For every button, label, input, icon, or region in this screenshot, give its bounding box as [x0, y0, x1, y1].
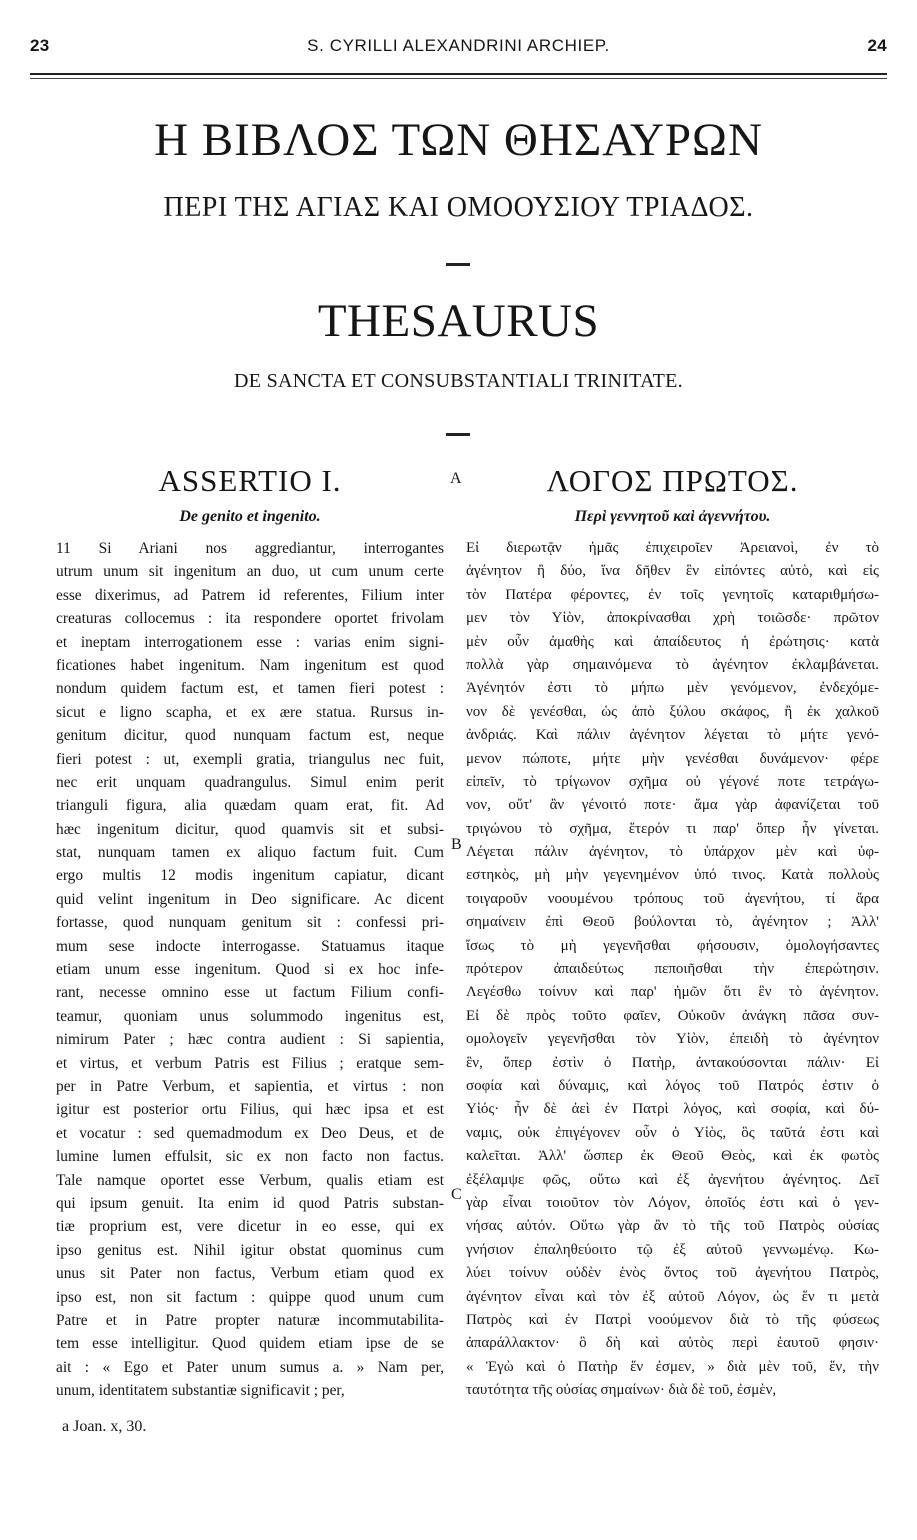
text-line: 11 Si Ariani nos aggrediantur, interrogantes	[56, 540, 444, 557]
text-line: ἓν, ὅπερ ἐστὶν ὁ Πατὴρ, ἀντακούσονται πάλιν· Εἰ	[466, 1054, 879, 1071]
text-line: mum sese indocte interrogasse. Statuamus itaque	[56, 937, 444, 955]
text-line: genitum dicitur, quod nunquam factum est, neque	[56, 727, 444, 745]
text-line: quid velint ingenitum in Deo significare. Ac dicent	[56, 890, 444, 908]
text-line: γὰρ εἶναι τοιοῦτον τὸν Λόγον, ὁποῖός ἐστι καὶ ὁ γεν-	[466, 1194, 879, 1211]
text-line: λύει τοίνυν οὐδὲν ἑνὸς ὄντος τοῦ ἀγενήτου Πατρὸς,	[466, 1265, 879, 1282]
latin-subtitle: DE SANCTA ET CONSUBSTANTIALI TRINITATE.	[234, 370, 683, 392]
greek-section-heading: ΛΟΓΟΣ ΠΡΩΤΟΣ.	[546, 463, 799, 498]
text-line: πολλὰ γὰρ σημαινόμενα τὸ ἀγένητον ἐκλαμβάνεται.	[466, 656, 879, 673]
text-line: et vocatur : sed quemadmodum ex Deo Deus, et de	[56, 1124, 444, 1142]
greek-text-column	[466, 537, 879, 1402]
text-line: ομολογεῖν γεγενῆσθαι τὸν Υἱὸν, ἐπειδὴ τὸ ἀγένητον	[466, 1031, 879, 1048]
text-line: ἐξέλαμψε φῶς, οὕτω καὶ ἐξ ἀγενήτου ἀγένητος. Δεῖ	[466, 1171, 879, 1188]
text-line: ἀπαράλλακτον· ὃ δὴ καὶ αὐτὸς περὶ ἑαυτοῦ φησιν·	[466, 1335, 879, 1352]
text-line: tiæ proprium est, vere dicetur in eo esse, qui ex	[56, 1218, 444, 1236]
text-line: πρότερον ἀπαιδεύτως πεποιῆσθαι τὴν ἐπερώτησιν.	[466, 961, 879, 978]
section-divider	[446, 433, 470, 436]
text-line: νον δὲ γενέσθαι, ὡς ἀπὸ ξύλου σκάφος, ἢ ἐκ χαλκοῦ	[466, 703, 879, 720]
text-line: esse dixerimus, ad Patrem id referentes, Filium inter	[56, 586, 444, 604]
text-line: teamur, quoniam unus solummodo ingenitus est,	[56, 1007, 444, 1025]
text-line: εστηκὸς, μὴ μὴν γεγενημένον ὑπό τινος. Κατὰ πολλοὺς	[466, 867, 879, 884]
right-page-number: 24	[867, 36, 887, 55]
text-line: nimirum Pater ; hæc contra audient : Si sapientia,	[56, 1031, 444, 1049]
text-line: σημαίνειν ἐπὶ Θεοῦ βούλονται τὸ, ἀγένητον ; Ἀλλ'	[466, 914, 879, 931]
text-line: nec erit unquam quadrangulus. Simul enim perit	[56, 773, 444, 791]
text-line: τοιγαροῦν νοουμένου τρόπους τοῦ ἀγενήτου, τί ἄρα	[466, 890, 879, 907]
text-line: ἀγένητον ἢ δύο, ἵνα δῆθεν ἓν εἰπόντες αὐτὸ, καὶ εἰς	[466, 563, 879, 580]
text-line: μὲν οὖν ἀμαθὴς καὶ ἀπαίδευτος ἡ ἐρώτησις· κατὰ	[466, 633, 879, 650]
text-line: μενον πώποτε, μήτε μὴν γενέσθαι δυνάμενον· φέρε	[466, 750, 879, 767]
greek-section-subheading: Περὶ γεννητοῦ καὶ ἀγεννήτου.	[574, 508, 771, 525]
left-page-number: 23	[30, 36, 50, 55]
text-line: hæc ingenitum dicitur, quod quamvis sit et subsi-	[56, 820, 444, 838]
margin-letter-a: A	[450, 470, 462, 487]
text-line: καλεῖται. Ἀλλ' ὥσπερ ἐκ Θεοῦ Θεὸς, καὶ ἐκ φωτὸς	[466, 1148, 879, 1165]
text-line: lumine lumen effulsit, sic ex non facto non factus.	[56, 1148, 444, 1166]
text-line: unum, identitatem substantiæ significavit ; per,	[56, 1382, 345, 1400]
header-rule	[30, 73, 887, 75]
text-line: sicut e ligno scapha, et ex ære statua. Rursus in-	[56, 703, 444, 721]
text-line: ναμις, οὐκ ἐπιγέγονεν οὖν ὁ Υἱὸς, ὃς ταῦτά ἐστι καὶ	[466, 1124, 879, 1141]
text-line: σοφία καὶ δύναμις, καὶ λόγος τοῦ Πατρός ἐστιν ὁ	[466, 1077, 879, 1094]
text-line: rant, necesse omnino esse ut factum Filium confi-	[56, 984, 444, 1002]
text-line: Πατρὸς καὶ ἐν Πατρὶ νοούμενον διὰ τὸ τῆς φύσεως	[466, 1311, 879, 1328]
text-line: νήσας αὐτόν. Οὕτω γὰρ ἂν τὸ τῆς τοῦ Πατρὸς οὐσίας	[466, 1218, 879, 1235]
greek-title: Η ΒΙΒΛΟΣ ΤΩΝ ΘΗΣΑΥΡΩΝ	[154, 114, 763, 166]
text-line: Λεγέσθω τοίνυν καὶ παρ' ἡμῶν ὅτι ἓν τὸ ἀγένητον.	[466, 984, 879, 1001]
text-line: Λέγεται πάλιν ἀγένητον, τὸ ὑπάρχον μὲν καὶ ὑφ-	[466, 844, 879, 861]
text-line: trianguli figura, alia quædam quam erat, fit. Ad	[56, 797, 444, 815]
running-head	[30, 36, 887, 56]
running-title: S. CYRILLI ALEXANDRINI ARCHIEP.	[307, 36, 610, 55]
latin-section-heading: ASSERTIO I.	[158, 463, 342, 498]
text-line: nondum quidem factum est, et tamen fieri potest :	[56, 680, 444, 698]
text-line: ficationes habet ingenitum. Nam ingenitum est quod	[56, 656, 444, 674]
text-line: fieri potest : ut, exempli gratia, triangulus nec fuit,	[56, 750, 444, 768]
text-line: creaturas collocemus : ita respondere oportet frivolam	[56, 610, 444, 628]
text-line: stat, nunquam tamen ex aliquo factum fuit. Cum	[56, 844, 444, 862]
text-line: ipso genitus est. Nihil igitur obstat quominus cum	[56, 1241, 444, 1259]
title-divider	[446, 263, 470, 266]
text-line: Εἰ διερωτᾷν ἡμᾶς ἐπιχειροῖεν Ἀρειανοὶ, ἐν τὸ	[466, 540, 879, 556]
text-line: Tale namque oportet esse Verbum, qualis etiam est	[56, 1171, 444, 1189]
text-line: Ἀγένητόν ἐστι τὸ μήπω μὲν γενόμενον, ἐνδεχόμε-	[466, 680, 879, 697]
text-line: igitur est posterior ortu Filius, qui hæc ipsa et est	[56, 1101, 444, 1119]
latin-text-column	[56, 537, 444, 1402]
text-line: νον, οὔτ' ἂν γένοιτό ποτε· ἅμα γὰρ ἀφανίζεται τοῦ	[466, 797, 879, 814]
text-line: μεν τὸν Υἱὸν, ἀποκρίνασθαι χρὴ τοιῶσδε· πρῶτον	[466, 610, 879, 627]
text-line: ergo multis 12 modis ingenitum capiatur, dicant	[56, 867, 444, 885]
text-line: ἀγένητον εἶναι καὶ τὸν ἐξ αὐτοῦ Λόγον, ὡς ἕν τι μετὰ	[466, 1288, 879, 1305]
latin-title: THESAURUS	[317, 295, 600, 347]
text-line: γνήσιον ἐπαληθεύοιτο τῷ ἐξ αὐτοῦ γεννωμένῳ. Κω-	[466, 1241, 879, 1258]
text-line: qui ipsum genuit. Ita enim id quod Patris substan-	[56, 1194, 444, 1212]
text-line: Υἱός· ἦν δὲ ἀεὶ ἐν Πατρὶ λόγος, καὶ σοφία, καὶ δύ-	[466, 1101, 879, 1118]
text-line: « Ἐγὼ καὶ ὁ Πατὴρ ἕν ἐσμεν, » διὰ μὲν τοῦ, ἕν, τὴν	[466, 1358, 879, 1375]
header-rule-thin	[30, 78, 887, 79]
greek-subtitle: ΠΕΡΙ ΤΗΣ ΑΓΙΑΣ ΚΑΙ ΟΜΟΟΥΣΙΟΥ ΤΡΙΑΔΟΣ.	[163, 192, 754, 223]
text-line: per in Patre Verbum, et sapientia, et virtus : non	[56, 1077, 444, 1095]
margin-letter-b: B	[451, 836, 462, 853]
latin-section-subheading: De genito et ingenito.	[179, 508, 321, 525]
text-line: Patre et in Patre propter naturæ incommutabilita-	[56, 1311, 444, 1329]
text-line: ταυτότητα τῆς οὐσίας σημαίνων· διὰ δὲ τοῦ, ἐσμὲν,	[466, 1382, 777, 1399]
text-line: Εἰ δὲ πρὸς τοῦτο φαῖεν, Οὐκοῦν ἀνάγκη πᾶσα συν-	[466, 1007, 879, 1024]
text-line: fortasse, quod nunquam genitum sit : confessi pri-	[56, 914, 444, 932]
text-line: ipso est, non sit factum : quippe quod unum cum	[56, 1288, 444, 1306]
text-line: utrum unum sit ingenitum an duo, ut cum unum certe	[56, 563, 444, 581]
footnote: a Joan. x, 30.	[62, 1418, 147, 1435]
text-line: εἰπεῖν, τὸ τρίγωνον σχῆμα οὐ γέγονέ ποτε τετράγω-	[466, 773, 879, 790]
text-line: etiam unum esse ingenitum. Quod si ex hoc infe-	[56, 961, 444, 979]
text-line: τριγώνου τὸ σχῆμα, ἕτερόν τι παρ' ὅπερ ἦν γίνεται.	[466, 820, 879, 837]
text-line: ἴσως τὸ μὴ γεγενῆσθαι φήσουσιν, ὁμολογήσαντες	[466, 937, 879, 954]
margin-letter-c: C	[451, 1186, 462, 1203]
text-line: τὸν Πατέρα φέροντες, ἐν τοῖς γενητοῖς καταριθμήσω-	[466, 586, 879, 603]
text-line: et ineptam interrogationem esse : varias enim signi-	[56, 633, 444, 651]
text-line: ἀνδριάς. Καὶ πάλιν ἀγένητον λέγεται τὸ μήτε γενό-	[466, 727, 879, 744]
text-line: et virtus, et verbum Patris est Filius ; eratque sem-	[56, 1054, 444, 1072]
text-line: unus sit Pater non factus, Verbum etiam quod ex	[56, 1265, 444, 1283]
text-line: ait : « Ego et Pater unum sumus a. » Nam per,	[56, 1358, 444, 1376]
text-line: tem esse intelligitur. Quod quidem etiam ipse de se	[56, 1335, 444, 1353]
